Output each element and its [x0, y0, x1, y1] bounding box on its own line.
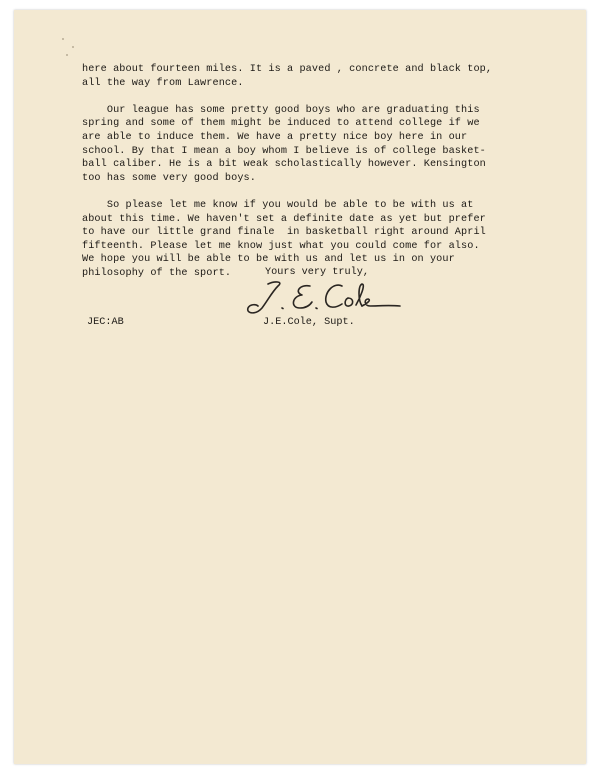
paper-speck [66, 54, 68, 56]
body-line: fifteenth. Please let me know just what you could come for also. [82, 240, 480, 252]
body-line: are able to induce them. We have a pretty nice boy here in our [82, 131, 468, 143]
body-line: We hope you will be able to be with us and let us in on your [82, 254, 455, 266]
body-line: Our league has some pretty good boys who are graduating this [82, 104, 480, 116]
body-line: ball caliber. He is a bit weak scholastically however. Kensington [82, 159, 486, 171]
paragraph-1 [82, 63, 502, 90]
paragraph-2 [82, 104, 502, 186]
body-line: philosophy of the sport. [82, 267, 232, 279]
complimentary-close: Yours very truly, [265, 267, 369, 278]
body-line: too has some very good boys. [82, 172, 256, 184]
body-line: here about fourteen miles. It is a paved , concrete and black top, [82, 64, 493, 75]
paper-speck [72, 46, 74, 48]
body-line: spring and some of them might be induced to attend college if we [82, 118, 480, 130]
body-line: about this time. We haven't set a definite date as yet but prefer [82, 213, 486, 225]
body-line: all the way from Lawrence. [82, 77, 244, 89]
paper-speck [62, 38, 64, 40]
handwritten-signature [238, 278, 408, 318]
letter-body [82, 63, 502, 294]
reference-initials: JEC:AB [87, 317, 124, 328]
body-line: to have our little grand finale in basketball right around April [82, 227, 486, 239]
signer-name: J.E.Cole, Supt. [263, 317, 355, 328]
body-line: school. By that I mean a boy whom I believe is of college basket- [82, 145, 486, 157]
body-line: So please let me know if you would be able to be with us at [82, 199, 474, 211]
